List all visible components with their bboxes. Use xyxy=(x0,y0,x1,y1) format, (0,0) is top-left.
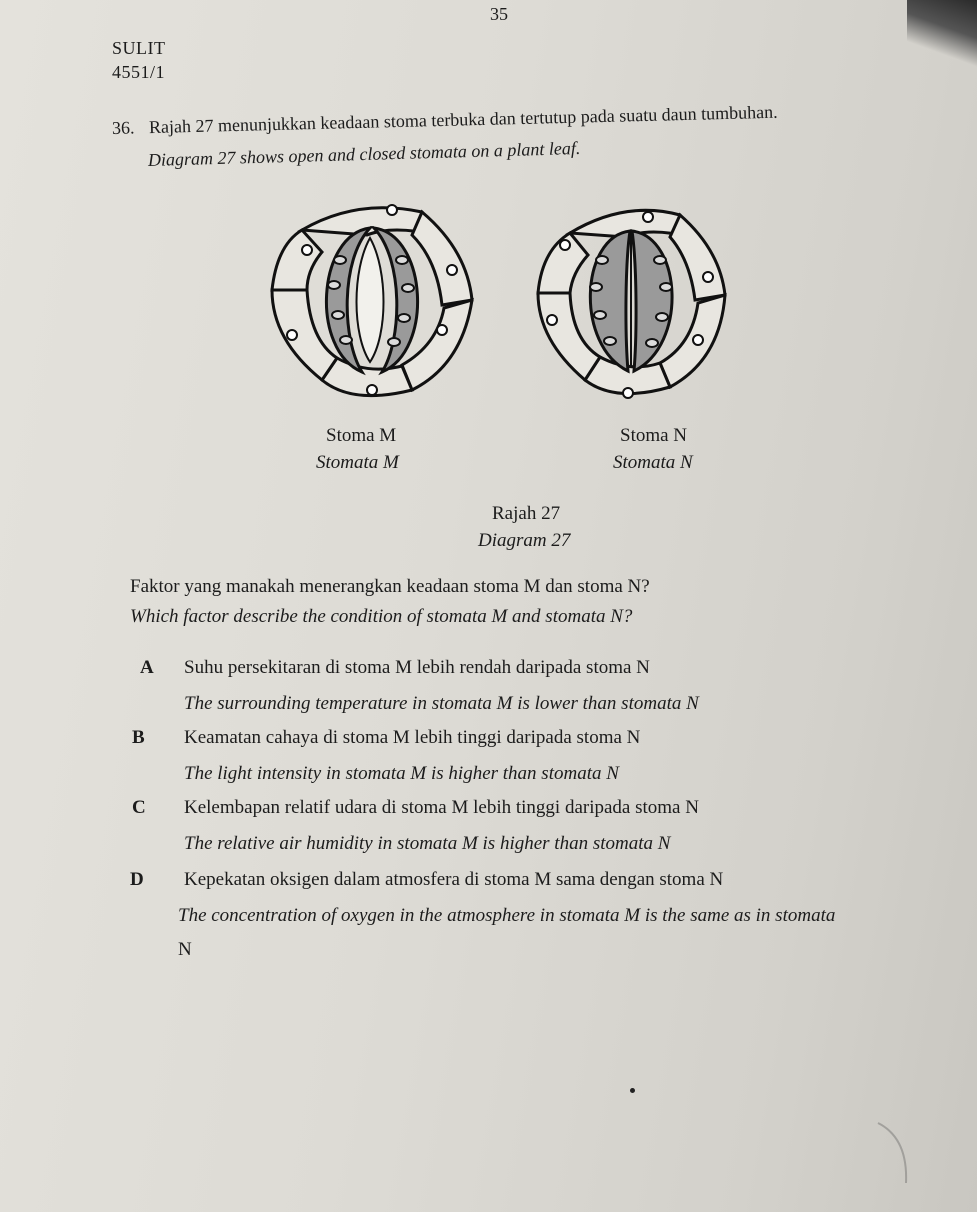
question-number: 36. xyxy=(111,117,135,138)
stoma-n-diagram xyxy=(530,195,730,405)
option-d-english: The concentration of oxygen in the atmosphere in stomata M is the same as in stomata xyxy=(178,905,836,926)
page-shadow-corner xyxy=(907,0,977,70)
paper-code: 4551/1 xyxy=(112,62,166,82)
stomata-n-label: Stomata N xyxy=(613,452,693,473)
option-d-english-cont: N xyxy=(178,939,192,960)
option-a-english: The surrounding temperature in stomata M is lower than stomata N xyxy=(184,693,699,714)
option-c-english: The relative air humidity in stomata M is higher than stomata N xyxy=(184,833,671,854)
question-malay: Rajah 27 menunjukkan keadaan stoma terbuka dan tertutup pada suatu daun tumbuhan. xyxy=(148,101,778,138)
epidermal-cell xyxy=(272,230,322,290)
stomatal-pore-open xyxy=(357,238,384,362)
diagram-caption-malay: Rajah 27 xyxy=(492,503,561,524)
page-number: 35 xyxy=(490,4,508,24)
option-c-malay: Kelembapan relatif udara di stoma M lebih tinggi daripada stoma N xyxy=(184,797,699,818)
stoma-n-label: Stoma N xyxy=(620,425,688,446)
page-edge-curl xyxy=(868,1118,918,1188)
question-stem xyxy=(112,102,778,139)
option-a-malay: Suhu persekitaran di stoma M lebih rendah daripada stoma N xyxy=(184,657,650,678)
stoma-m-diagram xyxy=(262,190,482,410)
epidermal-cell xyxy=(670,215,725,300)
prompt-malay: Faktor yang manakah menerangkan keadaan stoma M dan stoma N? xyxy=(130,576,650,597)
option-b-malay: Keamatan cahaya di stoma M lebih tinggi daripada stoma N xyxy=(184,727,641,748)
epidermal-cell xyxy=(412,212,472,305)
option-d-malay: Kepekatan oksigen dalam atmosfera di stoma M sama dengan stoma N xyxy=(184,869,724,890)
guard-cell-left xyxy=(590,231,630,371)
diagram-caption-english: Diagram 27 xyxy=(478,530,571,551)
question-english: Diagram 27 shows open and closed stomata on a plant leaf. xyxy=(147,137,581,170)
guard-cell-right xyxy=(632,231,672,371)
stoma-m-label: Stoma M xyxy=(326,425,397,446)
option-b-english: The light intensity in stomata M is higher than stomata N xyxy=(184,763,619,784)
ink-dot xyxy=(630,1088,635,1093)
option-a-letter[interactable]: A xyxy=(140,657,154,678)
option-c-letter[interactable]: C xyxy=(132,797,146,818)
stomata-m-label: Stomata M xyxy=(316,452,399,473)
prompt-english: Which factor describe the condition of stomata M and stomata N? xyxy=(130,606,633,627)
option-b-letter[interactable]: B xyxy=(132,727,145,748)
sulit-label: SULIT xyxy=(112,38,166,58)
option-d-letter[interactable]: D xyxy=(130,869,144,890)
